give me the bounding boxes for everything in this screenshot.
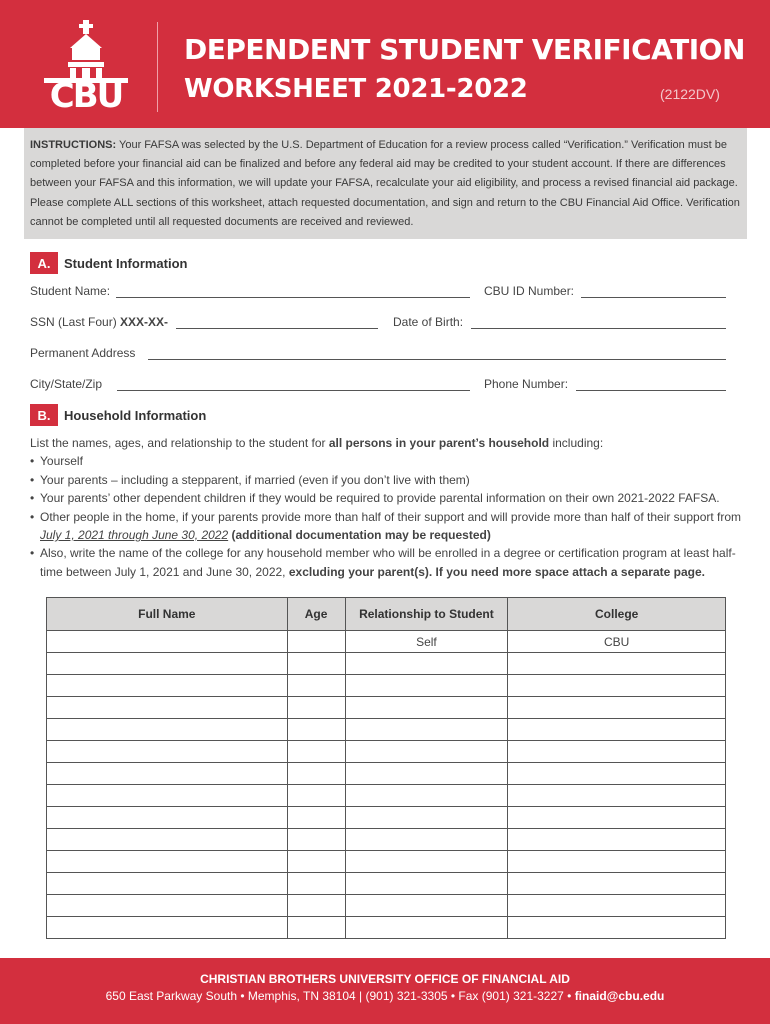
instructions-text: Your FAFSA was selected by the U.S. Department of Education for a review process called “Verification.” Verification must be completed before your financial aid can be finalized and before any federal aid may be credited to your student account. If there are differences between your FAFSA and this information, we will update your FAFSA, recalculate your aid eligibility, and process a revised financial aid package. Please complete ALL sections of this worksheet, attach requested documentation, and sign and return to the CBU Financial Aid Office. Verification cannot be completed until all requested documents are received and reviewed. (30, 139, 740, 228)
page-title-line2: WORKSHEET 2021-2022 (184, 74, 528, 104)
ssn-prefix: XXX-XX- (120, 315, 169, 329)
table-row (47, 697, 726, 719)
table-cell[interactable] (287, 675, 345, 697)
table-cell[interactable]: CBU (508, 631, 726, 653)
ssn-label: SSN (Last Four) XXX-XX- (30, 315, 169, 329)
address-field[interactable] (148, 359, 726, 360)
table-cell[interactable] (287, 917, 345, 939)
table-cell[interactable] (287, 785, 345, 807)
table-cell[interactable] (287, 873, 345, 895)
table-header-row (47, 598, 726, 631)
footer-office: CHRISTIAN BROTHERS UNIVERSITY OFFICE OF FINANCIAL AID (200, 972, 570, 986)
table-cell[interactable] (47, 653, 288, 675)
cbu-id-label: CBU ID Number: (484, 284, 575, 298)
bullet-parents: • Your parents – including a stepparent, if married (even if you don’t live with them) (30, 471, 750, 489)
section-b-header (30, 404, 206, 426)
table-cell[interactable] (345, 851, 508, 873)
table-cell[interactable] (47, 631, 288, 653)
table-cell[interactable] (345, 807, 508, 829)
table-cell[interactable] (47, 697, 288, 719)
table-cell[interactable] (345, 697, 508, 719)
footer-contact: 650 East Parkway South • Memphis, TN 38104 | (901) 321-3305 • Fax (901) 321-3227 • finaid@cbu.edu (105, 989, 665, 1003)
table-row (47, 895, 726, 917)
table-cell[interactable] (287, 807, 345, 829)
table-cell[interactable] (47, 785, 288, 807)
table-cell[interactable] (287, 741, 345, 763)
table-row (47, 807, 726, 829)
table-cell[interactable]: Self (345, 631, 508, 653)
section-b-title: Household Information (64, 407, 207, 423)
header-age: Age (287, 598, 345, 631)
dob-field[interactable] (471, 328, 726, 329)
table-row (47, 631, 726, 653)
table-row (47, 785, 726, 807)
table-cell[interactable] (47, 675, 288, 697)
table-cell[interactable] (287, 697, 345, 719)
instructions-label: INSTRUCTIONS: (30, 139, 117, 151)
table-row (47, 675, 726, 697)
city-label: City/State/Zip (30, 377, 103, 391)
table-row (47, 829, 726, 851)
table-cell[interactable] (47, 829, 288, 851)
table-cell[interactable] (47, 719, 288, 741)
phone-field[interactable] (576, 390, 726, 391)
form-code: (2122DV) (660, 86, 720, 102)
section-a-header (30, 252, 188, 274)
header-full-name: Full Name (47, 598, 288, 631)
table-cell[interactable] (508, 851, 726, 873)
table-cell[interactable] (47, 917, 288, 939)
table-cell[interactable] (345, 785, 508, 807)
table-cell[interactable] (287, 851, 345, 873)
table-cell[interactable] (508, 653, 726, 675)
table-cell[interactable] (287, 829, 345, 851)
table-cell[interactable] (508, 785, 726, 807)
instructions-panel (24, 128, 747, 239)
household-instructions (30, 434, 750, 581)
bullet-other-people: • Other people in the home, if your parents provide more than half of their support and will provide more than half of their support from July 1, 2021 through June 30, 2022 (additional documentation may be requested) (30, 508, 750, 545)
household-intro: List the names, ages, and relationship to the student for all persons in your parent’s household including: (30, 436, 604, 450)
cbu-id-field[interactable] (581, 297, 726, 298)
table-cell[interactable] (345, 719, 508, 741)
table-cell[interactable] (508, 895, 726, 917)
bullet-yourself: • Yourself (30, 452, 750, 470)
bullet-college: • Also, write the name of the college for any household member who will be enrolled in a degree or certification program at least half-time between July 1, 2021 and June 30, 2022, excluding your parent(s). If you need more space attach a separate page. (30, 544, 750, 581)
table-cell[interactable] (345, 829, 508, 851)
student-name-label: Student Name: (30, 284, 111, 298)
table-cell[interactable] (508, 873, 726, 895)
table-cell[interactable] (345, 895, 508, 917)
table-cell[interactable] (287, 719, 345, 741)
table-cell[interactable] (345, 873, 508, 895)
header-relationship: Relationship to Student (345, 598, 508, 631)
table-cell[interactable] (47, 873, 288, 895)
table-cell[interactable] (47, 741, 288, 763)
table-cell[interactable] (345, 741, 508, 763)
city-field[interactable] (117, 390, 470, 391)
header-college: College (508, 598, 726, 631)
student-name-field[interactable] (116, 297, 470, 298)
table-row (47, 653, 726, 675)
section-a-letter: A. (30, 252, 58, 274)
address-label: Permanent Address (30, 346, 136, 360)
table-cell[interactable] (47, 807, 288, 829)
table-cell[interactable] (508, 763, 726, 785)
phone-label: Phone Number: (484, 377, 569, 391)
table-cell[interactable] (287, 631, 345, 653)
table-row (47, 719, 726, 741)
table-row (47, 917, 726, 939)
table-cell[interactable] (287, 653, 345, 675)
table-cell[interactable] (508, 829, 726, 851)
table-cell[interactable] (287, 895, 345, 917)
table-cell[interactable] (508, 719, 726, 741)
table-cell[interactable] (508, 807, 726, 829)
logo-wordmark: CBU (49, 76, 123, 116)
table-row (47, 763, 726, 785)
ssn-field[interactable] (176, 328, 378, 329)
table-cell[interactable] (345, 763, 508, 785)
table-cell[interactable] (508, 741, 726, 763)
dob-label: Date of Birth: (393, 315, 464, 329)
table-row (47, 873, 726, 895)
section-a-title: Student Information (64, 255, 188, 271)
table-cell[interactable] (47, 851, 288, 873)
table-cell[interactable] (508, 917, 726, 939)
footer-email-link[interactable]: finaid@cbu.edu (574, 989, 665, 1003)
table-cell[interactable] (345, 653, 508, 675)
household-table (46, 597, 726, 939)
table-cell[interactable] (47, 763, 288, 785)
table-row (47, 851, 726, 873)
table-cell[interactable] (287, 763, 345, 785)
bullet-dependents: • Your parents’ other dependent children if they would be required to provide parental information on their own 2021-2022 FAFSA. (30, 489, 750, 507)
page-title-line1: DEPENDENT STUDENT VERIFICATION (184, 33, 745, 66)
table-cell[interactable] (345, 675, 508, 697)
table-cell[interactable] (508, 697, 726, 719)
table-row (47, 741, 726, 763)
table-cell[interactable] (47, 895, 288, 917)
header-divider (157, 22, 158, 112)
table-cell[interactable] (345, 917, 508, 939)
table-cell[interactable] (508, 675, 726, 697)
section-b-letter: B. (30, 404, 58, 426)
